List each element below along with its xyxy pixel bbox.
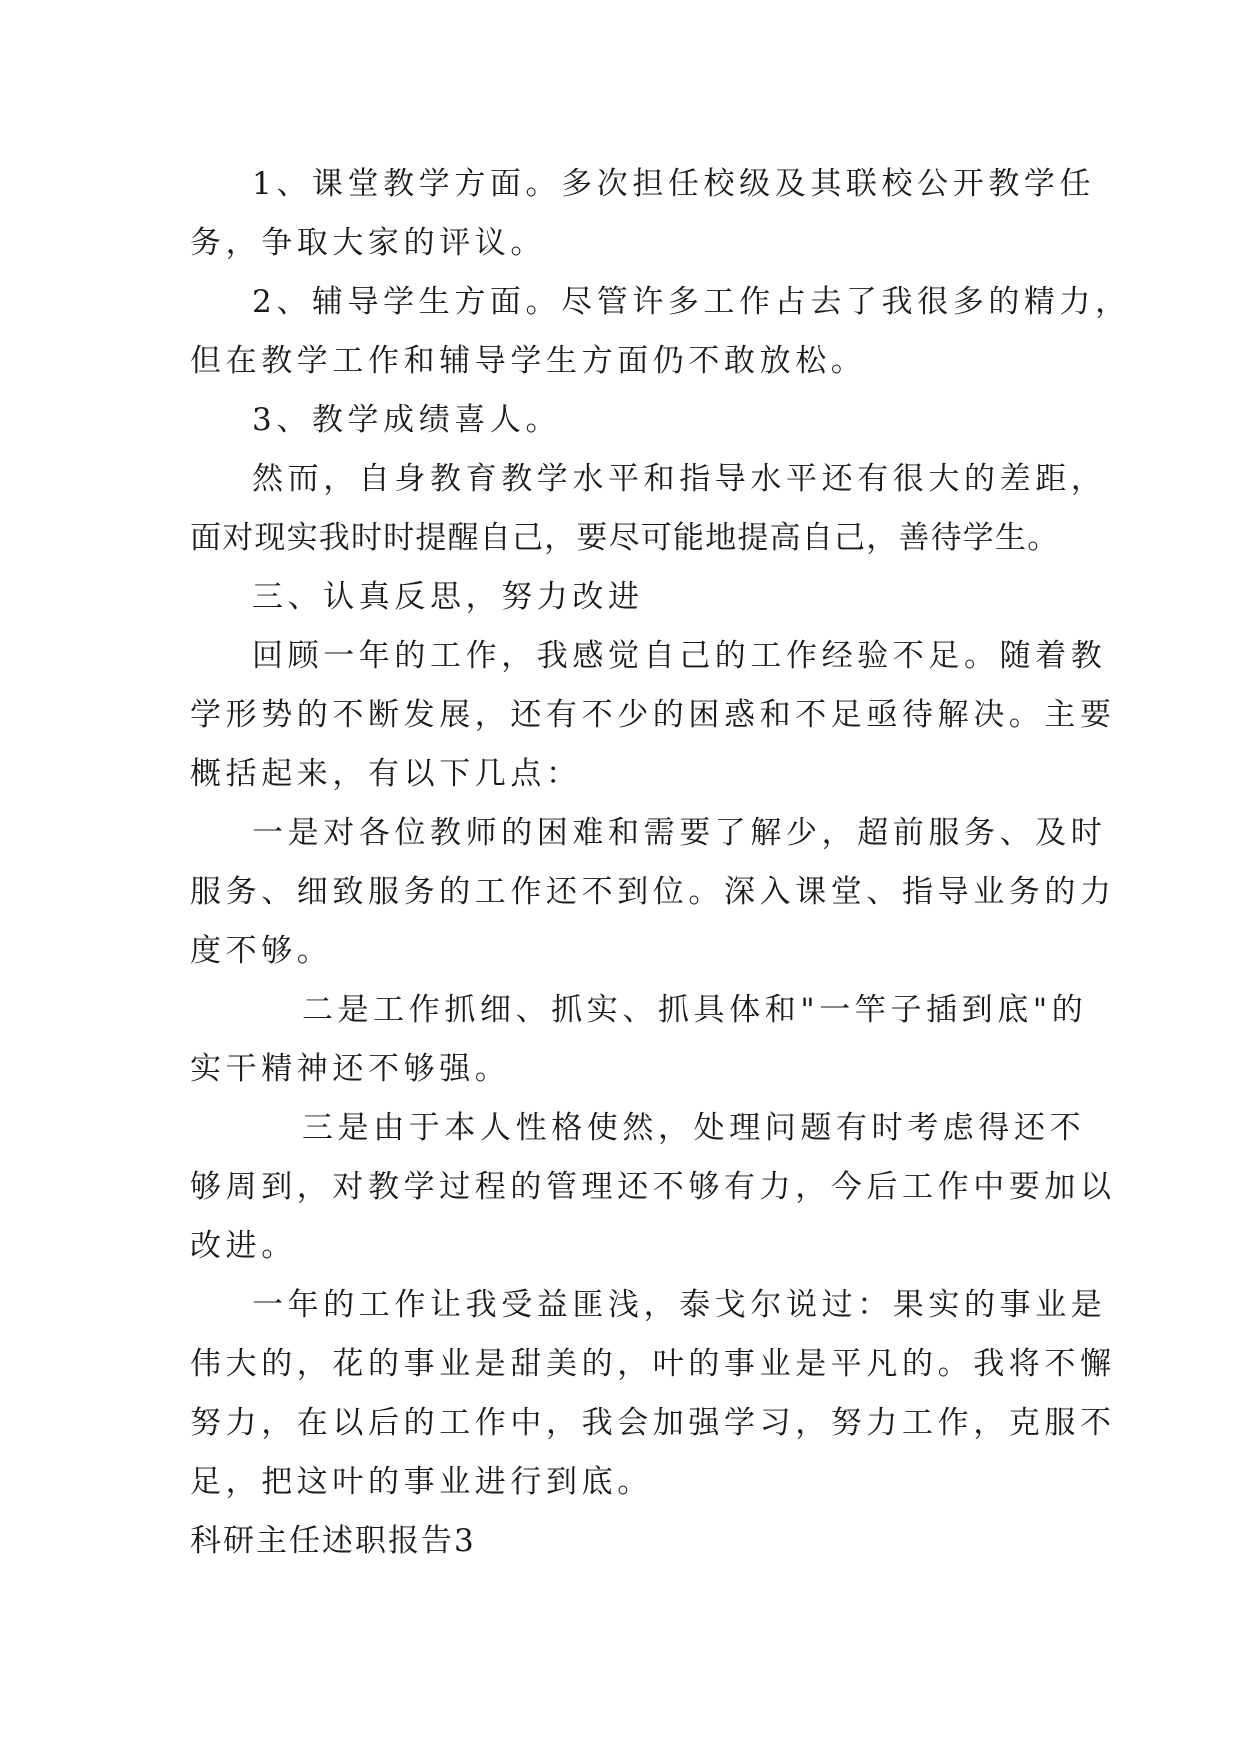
- paragraph-line: 度不够。: [190, 933, 333, 969]
- paragraph-line: 2、辅导学生方面。尽管许多工作占去了我很多的精力，: [252, 284, 1131, 320]
- paragraph-line: 足，把这叶的事业进行到底。: [190, 1464, 653, 1500]
- paragraph-line: 一是对各位教师的困难和需要了解少，超前服务、及时: [252, 815, 1107, 851]
- paragraph-line: 努力，在以后的工作中，我会加强学习，努力工作，克服不: [190, 1405, 1116, 1441]
- paragraph-line: 学形势的不断发展，还有不少的困惑和不足亟待解决。主要: [190, 697, 1116, 733]
- paragraph-line: 概括起来，有以下几点：: [190, 756, 582, 792]
- section-heading: 三、认真反思，努力改进: [252, 579, 644, 615]
- paragraph-line: 回顾一年的工作，我感觉自己的工作经验不足。随着教: [252, 638, 1107, 674]
- paragraph-line: 然而，自身教育教学水平和指导水平还有很大的差距，: [252, 461, 1107, 497]
- document-title: 科研主任述职报告3: [190, 1523, 476, 1559]
- paragraph-line: 1、课堂教学方面。多次担任校级及其联校公开教学任: [252, 166, 1096, 202]
- paragraph-line: 3、教学成绩喜人。: [252, 402, 562, 438]
- paragraph-line: 但在教学工作和辅导学生方面仍不敢放松。: [190, 343, 867, 379]
- paragraph-line: 改进。: [190, 1228, 297, 1264]
- paragraph-line: 实干精神还不够强。: [190, 1051, 511, 1087]
- paragraph-line: 伟大的，花的事业是甜美的，叶的事业是平凡的。我将不懈: [190, 1346, 1116, 1382]
- paragraph-line: 务，争取大家的评议。: [190, 225, 546, 261]
- paragraph-line: 够周到，对教学过程的管理还不够有力，今后工作中要加以: [190, 1169, 1116, 1205]
- paragraph-line: 二是工作抓细、抓实、抓具体和"一竿子插到底"的: [302, 992, 1088, 1028]
- paragraph-line: 服务、细致服务的工作还不到位。深入课堂、指导业务的力: [190, 874, 1116, 910]
- paragraph-line: 三是由于本人性格使然，处理问题有时考虑得还不: [302, 1110, 1086, 1146]
- paragraph-line: 面对现实我时时提醒自己，要尽可能地提高自己，善待学生。: [190, 520, 1060, 556]
- paragraph-line: 一年的工作让我受益匪浅，泰戈尔说过：果实的事业是: [252, 1287, 1107, 1323]
